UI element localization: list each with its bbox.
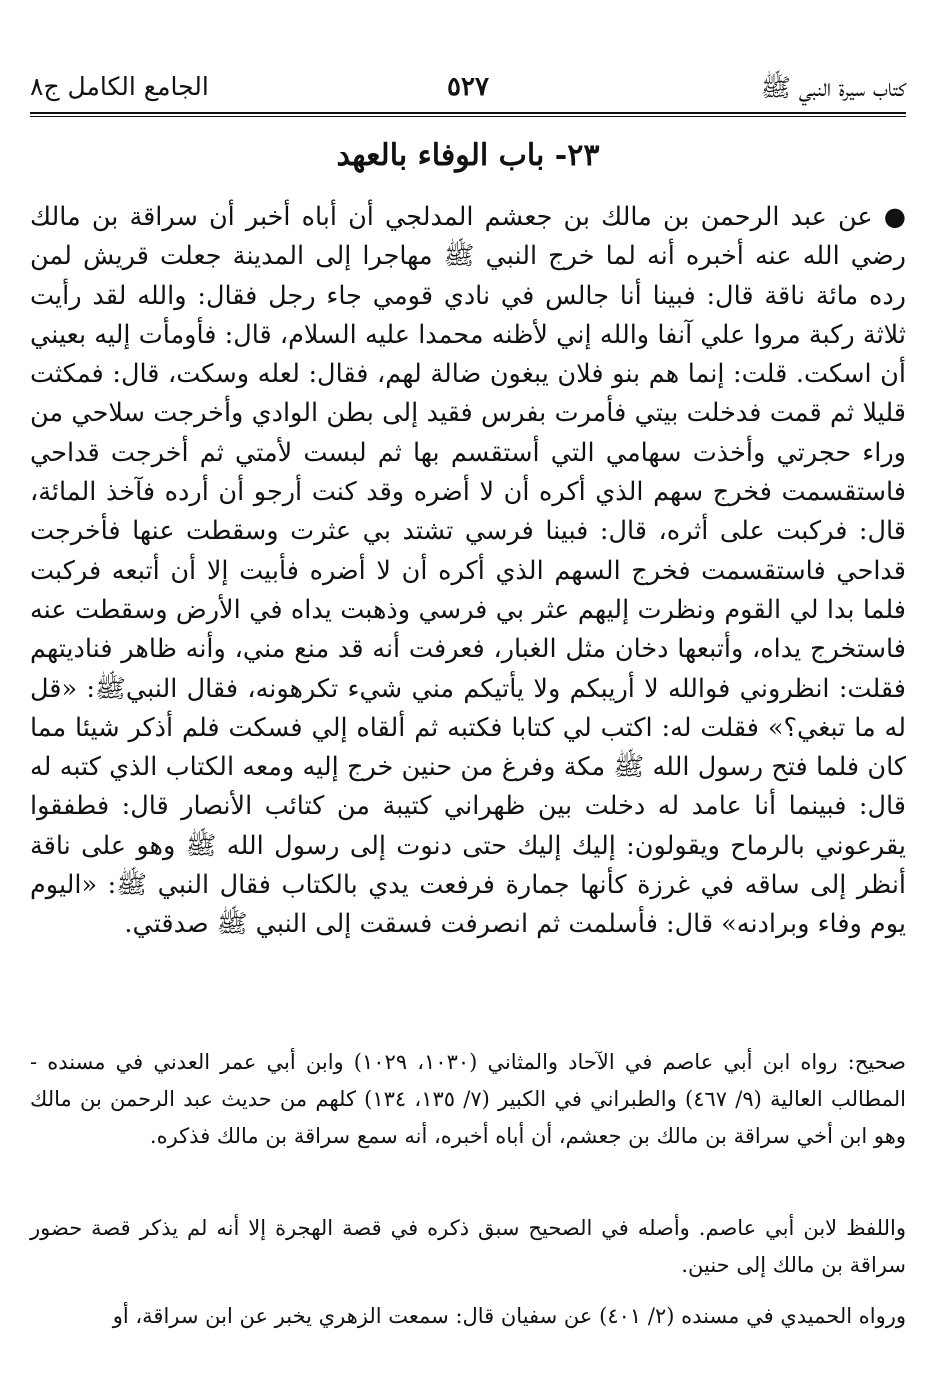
footnote-humaydi [30, 1298, 906, 1335]
running-header [30, 62, 906, 102]
hadith-paragraph: ● عن عبد الرحمن بن مالك بن جعشم المدلجي أن أباه أخبر أن سراقة بن مالك رضي الله عنه أخبره أنه لما خرج النبي ﷺ مهاجرا إلى المدينة جعلت قريش لمن رده مائة ناقة قال: فبينا أنا جالس في نادي قومي جاء رجل فقال: والله لقد رأيت ثلاثة ركبة مروا علي آنفا والله إني لأظنه محمدا عليه السلام، قال: فأومأت إليه بعيني أن اسكت. قلت: إنما هم بنو فلان يبغون ضالة لهم، فقال: لعله وسكت، قال: فمكثت قليلا ثم قمت فدخلت بيتي فأمرت بفرس فقيد إلى بطن الوادي وأخرجت سلاحي من وراء حجرتي وأخذت سهامي التي أستقسم بها ثم لبست لأمتي ثم أخرجت قداحي فاستقسمت فخرج سهم الذي أكره أن لا أضره وقد كنت أرجو أن أرده فآخذ المائة، قال: فركبت على أثره، قال: فبينا فرسي تشتد بي عثرت وسقطت عنها فأخرجت قداحي فاستقسمت فخرج السهم الذي أكره أن لا أضره فأبيت إلا أن أتبعه فركبت فلما بدا لي القوم ونظرت إليهم عثر بي فرسي وذهبت يداه في الأرض وسقطت عنه فاستخرج يداه، وأتبعها دخان مثل الغبار، فعرفت أنه قد منع مني، وأنه ظاهر فناديتهم فقلت: انظروني فوالله لا أريبكم ولا يأتيكم مني شيء تكرهونه، فقال النبيﷺ: «قل له ما تبغي؟» فقلت له: اكتب لي كتابا فكتبه ثم ألقاه إلي فسكت فلم أذكر شيئا مما كان فلما فتح رسول الله ﷺ مكة وفرغ من حنين خرج إليه ومعه الكتاب الذي كتبه له قال: فبينما أنا عامد له دخلت بين ظهراني كتيبة من كتائب الأنصار قال: فطفقوا يقرعوني بالرماح ويقولون: إليك إليك حتى دنوت إلى رسول الله ﷺ وهو على ناقة أنظر إلى ساقه في غرزة كأنها جمارة فرفعت يدي بالكتاب فقال النبي ﷺ: «اليوم يوم وفاء وبرادنه» قال: فأسلمت ثم انصرفت فسقت إلى النبي ﷺ صدقتي. [30, 202, 906, 940]
note-paragraph: ورواه الحميدي في مسنده (٢/ ٤٠١) عن سفيان قال: سمعت الزهري يخبر عن ابن سراقة، أو [112, 1304, 906, 1328]
collection-title: الجامع الكامل ج٨ [30, 72, 209, 101]
book-title: كتاب سيرة النبي ﷺ [760, 73, 906, 102]
hadith-body [30, 198, 906, 945]
footnote-wording [30, 1210, 906, 1284]
note-paragraph: واللفظ لابن أبي عاصم. وأصله في الصحيح سبق ذكره في قصة الهجرة إلا أنه لم يذكر قصة حضور سراقة بن مالك إلى حنين. [30, 1216, 906, 1277]
header-rule-thin [30, 116, 906, 117]
book-page [30, 0, 906, 1373]
note-paragraph: صحيح: رواه ابن أبي عاصم في الآحاد والمثاني (١٠٣٠، ١٠٢٩) وابن أبي عمر العدني في مسنده - المطالب العالية (٩/ ٤٦٧) والطبراني في الكبير (٧/ ١٣٥، ١٣٤) كلهم من حديث عبد الرحمن بن مالك وهو ابن أخي سراقة بن مالك بن جعشم، أن أباه أخبره، أنه سمع سراقة بن مالك فذكره. [30, 1050, 907, 1148]
chapter-title: ٢٣- باب الوفاء بالعهد [336, 138, 600, 173]
footnote-takhrij [30, 1044, 906, 1155]
page-number: ٥٢٧ [447, 72, 489, 102]
header-rule-thick [30, 112, 906, 114]
